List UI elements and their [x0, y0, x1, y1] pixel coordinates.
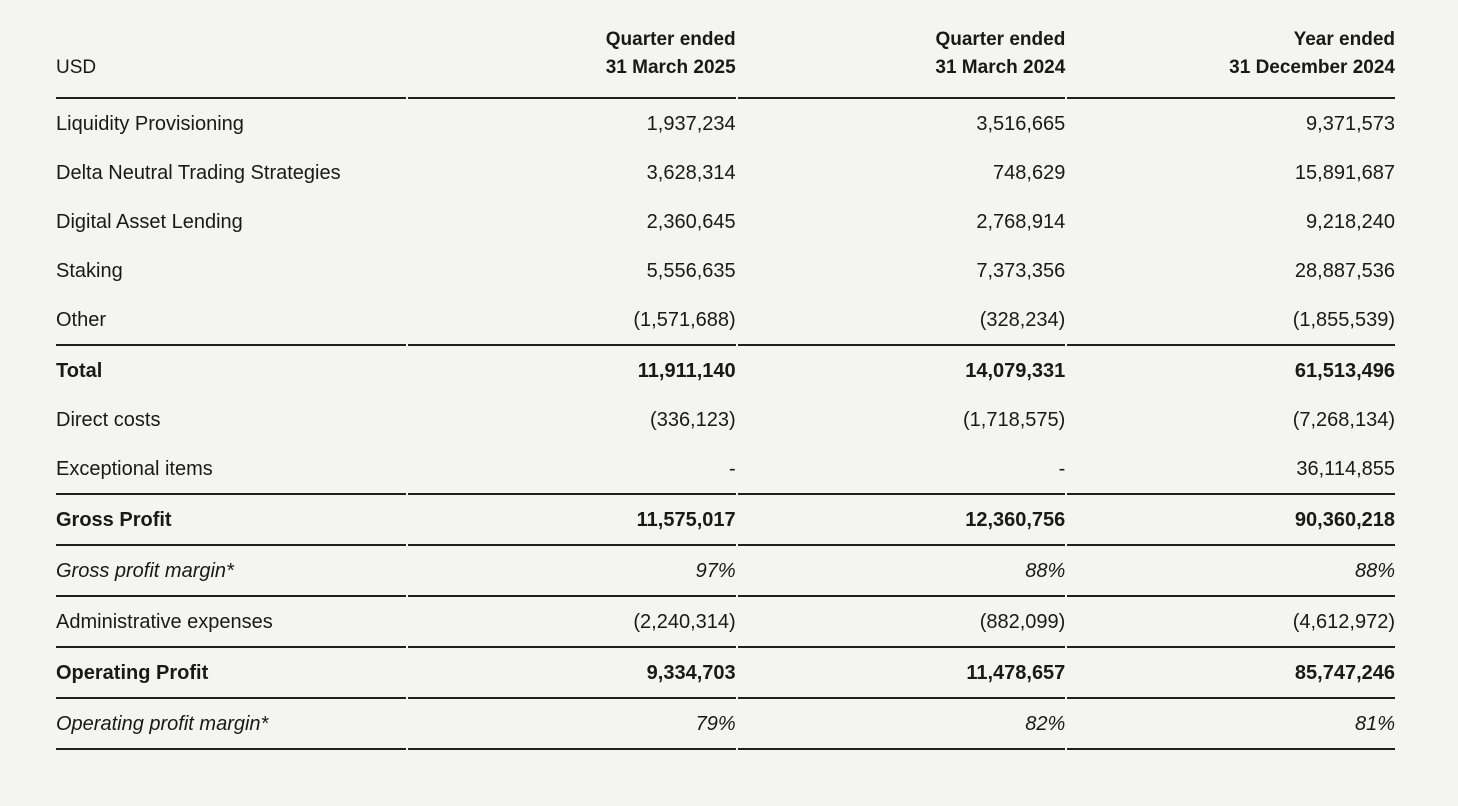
cell-value: - — [408, 444, 736, 495]
row-label: Exceptional items — [56, 444, 406, 495]
table-row-operating-profit-margin — [56, 699, 1395, 750]
cell-value: (7,268,134) — [1292, 408, 1395, 431]
column-header-q1-2024 — [738, 22, 1066, 99]
cell-value: (2,240,314) — [408, 597, 736, 648]
table-row-liquidity-provisioning — [56, 99, 1395, 148]
table-row-direct-costs — [56, 395, 1395, 444]
cell-value: 12,360,756 — [738, 495, 1066, 546]
cell-value: 2,768,914 — [976, 210, 1066, 233]
cell-value: (1,718,575) — [963, 408, 1066, 431]
cell-value: 36,114,855 — [1067, 444, 1395, 495]
cell-value: 748,629 — [993, 161, 1066, 184]
cell-value: 79% — [408, 699, 736, 750]
cell-value: (336,123) — [650, 408, 736, 431]
row-label: Administrative expenses — [56, 597, 406, 648]
table-row-other — [56, 295, 1395, 346]
row-label: Operating Profit — [56, 648, 406, 699]
cell-value: 88% — [1067, 546, 1395, 597]
cell-value: (1,571,688) — [408, 295, 736, 346]
column-header-line1: Year ended — [1293, 29, 1395, 50]
row-label: Gross profit margin* — [56, 546, 406, 597]
column-header-line2: 31 March 2024 — [935, 57, 1066, 78]
cell-value: 85,747,246 — [1067, 648, 1395, 699]
cell-value: 3,628,314 — [646, 161, 736, 184]
cell-value: (882,099) — [738, 597, 1066, 648]
financial-table — [54, 22, 1397, 750]
cell-value: 9,334,703 — [408, 648, 736, 699]
cell-value: 7,373,356 — [976, 259, 1066, 282]
cell-value: 5,556,635 — [646, 259, 736, 282]
cell-value: 14,079,331 — [965, 359, 1066, 382]
table-row-gross-profit-margin — [56, 546, 1395, 597]
row-label: Staking — [56, 259, 123, 282]
unit-label: USD — [56, 22, 406, 99]
row-label: Other — [56, 295, 406, 346]
cell-value: 88% — [738, 546, 1066, 597]
cell-value: 97% — [408, 546, 736, 597]
row-label: Liquidity Provisioning — [56, 112, 244, 135]
cell-value: 1,937,234 — [646, 112, 736, 135]
row-label: Total — [56, 359, 103, 382]
table-row-staking — [56, 246, 1395, 295]
cell-value: 9,218,240 — [1306, 210, 1395, 233]
cell-value: 28,887,536 — [1294, 259, 1395, 282]
column-header-q1-2025 — [408, 22, 736, 99]
table-row-delta-neutral-trading-strategies — [56, 148, 1395, 197]
table-row-administrative-expenses — [56, 597, 1395, 648]
cell-value: (328,234) — [738, 295, 1066, 346]
row-label: Operating profit margin* — [56, 699, 406, 750]
table-row-exceptional-items — [56, 444, 1395, 495]
column-header-fy-2024 — [1067, 22, 1395, 99]
column-header-line1: Quarter ended — [935, 29, 1066, 50]
column-header-line2: 31 December 2024 — [1229, 57, 1395, 78]
cell-value: 9,371,573 — [1306, 112, 1395, 135]
cell-value: (4,612,972) — [1067, 597, 1395, 648]
cell-value: 3,516,665 — [976, 112, 1066, 135]
row-label: Gross Profit — [56, 495, 406, 546]
cell-value: 11,911,140 — [637, 359, 736, 382]
cell-value: 11,478,657 — [738, 648, 1066, 699]
cell-value: (1,855,539) — [1067, 295, 1395, 346]
table-row-operating-profit — [56, 648, 1395, 699]
cell-value: 82% — [738, 699, 1066, 750]
cell-value: 81% — [1067, 699, 1395, 750]
row-label: Delta Neutral Trading Strategies — [56, 161, 341, 184]
column-header-line2: 31 March 2025 — [605, 57, 736, 78]
cell-value: 90,360,218 — [1067, 495, 1395, 546]
table-row-digital-asset-lending — [56, 197, 1395, 246]
table-header-row — [56, 22, 1395, 99]
column-header-line1: Quarter ended — [605, 29, 736, 50]
row-label: Direct costs — [56, 408, 161, 431]
row-label: Digital Asset Lending — [56, 210, 243, 233]
table-row-gross-profit — [56, 495, 1395, 546]
cell-value: 61,513,496 — [1294, 359, 1395, 382]
table-row-total — [56, 346, 1395, 395]
cell-value: - — [738, 444, 1066, 495]
cell-value: 15,891,687 — [1294, 161, 1395, 184]
cell-value: 2,360,645 — [646, 210, 736, 233]
cell-value: 11,575,017 — [408, 495, 736, 546]
